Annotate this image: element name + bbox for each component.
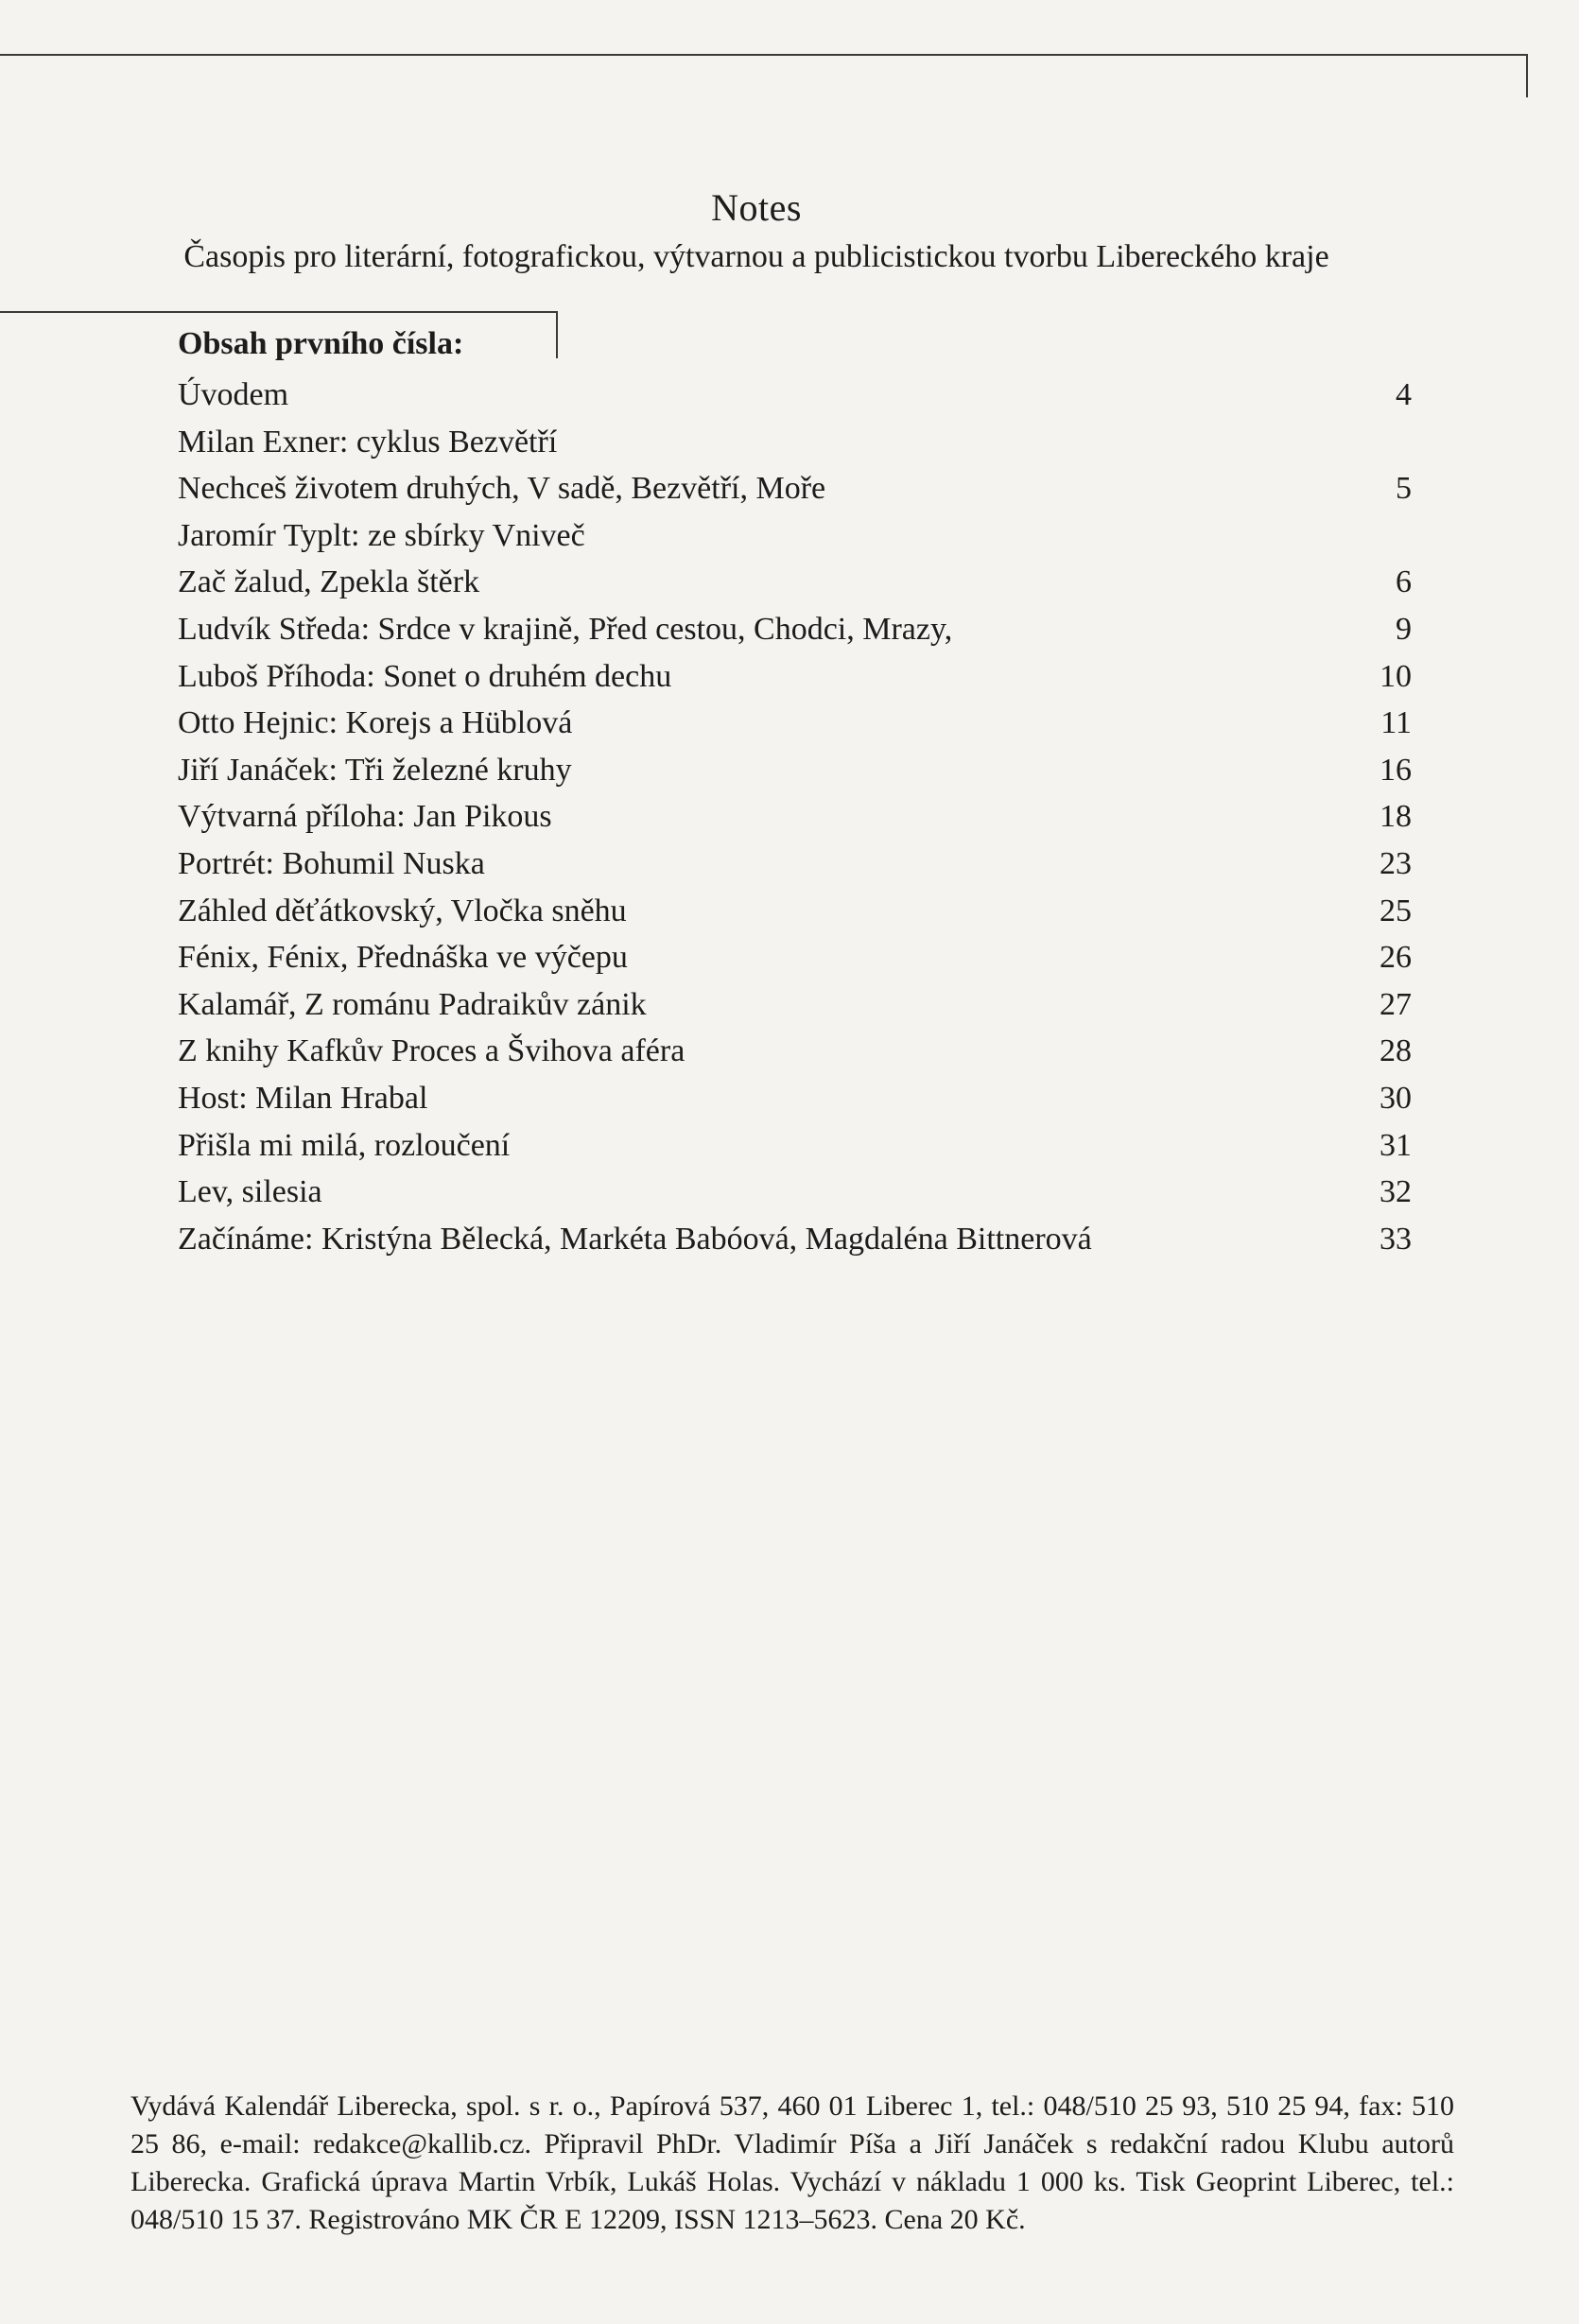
- toc-entry-title: Výtvarná příloha: Jan Pikous: [178, 799, 552, 835]
- toc-entry: [178, 1028, 1412, 1075]
- toc-entry: [178, 1169, 1412, 1216]
- toc-entry-page: 23: [1379, 845, 1412, 881]
- toc-entry-page: 4: [1396, 377, 1412, 412]
- toc-entry-title: Úvodem: [178, 377, 289, 412]
- toc-entry-page: 6: [1396, 564, 1412, 600]
- toc-entry-page: 5: [1396, 471, 1412, 507]
- toc-entry-page: 18: [1379, 799, 1412, 835]
- toc-divider-corner: [556, 311, 558, 358]
- toc-entry: [178, 559, 1412, 606]
- toc-entry-title: Milan Exner: cyklus Bezvětří: [178, 424, 558, 460]
- toc-entry-title: Host: Milan Hrabal: [178, 1080, 428, 1116]
- toc-entry-page: 31: [1379, 1127, 1412, 1163]
- toc-entry-page: 32: [1379, 1174, 1412, 1210]
- toc-entry-page: 28: [1379, 1033, 1412, 1069]
- toc-entry: [178, 841, 1412, 888]
- toc-entry-title: Kalamář, Z románu Padraikův zánik: [178, 986, 647, 1022]
- toc-heading: Obsah prvního čísla:: [178, 326, 464, 361]
- toc-entry: [178, 1075, 1412, 1122]
- toc-entry: [178, 465, 1412, 512]
- toc-entry-title: Luboš Příhoda: Sonet o druhém dechu: [178, 658, 672, 694]
- toc-entry-title: Z knihy Kafkův Proces a Švihova aféra: [178, 1033, 685, 1069]
- toc-entry-title: Přišla mi milá, rozloučení: [178, 1127, 511, 1163]
- toc-entry: [178, 747, 1412, 794]
- toc-entry: [178, 934, 1412, 981]
- toc-entry-page: 33: [1379, 1221, 1412, 1257]
- toc-entry-page: 25: [1379, 893, 1412, 928]
- toc-entry-page: 30: [1379, 1080, 1412, 1116]
- toc-entry-title: Fénix, Fénix, Přednáška ve výčepu: [178, 940, 628, 976]
- toc-entry-title: Lev, silesia: [178, 1174, 322, 1210]
- toc-entry: [178, 1122, 1412, 1170]
- table-of-contents: [178, 372, 1412, 1262]
- top-divider-line: [0, 54, 1528, 56]
- toc-entry-page: 9: [1396, 611, 1412, 647]
- toc-entry: [178, 793, 1412, 841]
- toc-entry-title: Jaromír Typlt: ze sbírky Vniveč: [178, 517, 585, 553]
- toc-entry-page: 11: [1380, 705, 1412, 741]
- toc-entry-page: 10: [1379, 658, 1412, 694]
- toc-entry-title: Zač žalud, Zpekla štěrk: [178, 564, 480, 600]
- toc-entry-title: Jiří Janáček: Tři železné kruhy: [178, 752, 572, 788]
- top-divider-corner: [1526, 54, 1528, 97]
- toc-entry-title: Ludvík Středa: Srdce v krajině, Před cestou, Chodci, Mrazy,: [178, 611, 953, 647]
- magazine-subtitle: Časopis pro literární, fotografickou, výtvarnou a publicistickou tvorbu Libereckého kraje: [183, 239, 1329, 274]
- toc-entry: [178, 653, 1412, 701]
- imprint-text: Vydává Kalendář Liberecka, spol. s r. o., Papírová 537, 460 01 Liberec 1, tel.: 048/510 25 93, 510 25 94, fax: 510 25 86, e-mail: redakce@kallib.cz. Připravil PhDr. Vladimír Píša a Jiří Janáček s redakční radou Klubu autorů Liberecka. Grafická úprava Martin Vrbík, Lukáš Holas. Vychází v nákladu 1 000 ks. Tisk Geoprint Liberec, tel.: 048/510 15 37. Registrováno MK ČR E 12209, ISSN 1213–5623. Cena 20 Kč.: [130, 2090, 1454, 2235]
- toc-entry: [178, 981, 1412, 1029]
- toc-entry-page: 26: [1379, 940, 1412, 976]
- toc-entry-title: Otto Hejnic: Korejs a Hüblová: [178, 705, 573, 741]
- toc-entry-title: Záhled děťátkovský, Vločka sněhu: [178, 893, 627, 928]
- toc-entry: [178, 888, 1412, 935]
- magazine-title: Notes: [711, 186, 802, 229]
- toc-entry-title: Začínáme: Kristýna Bělecká, Markéta Babóová, Magdaléna Bittnerová: [178, 1221, 1092, 1257]
- toc-entry-page: 16: [1379, 752, 1412, 788]
- toc-entry-title: Portrét: Bohumil Nuska: [178, 845, 485, 881]
- toc-divider-line: [0, 311, 558, 313]
- toc-entry: [178, 372, 1412, 419]
- toc-entry: [178, 1216, 1412, 1263]
- toc-entry: [178, 606, 1412, 653]
- toc-entry-page: 27: [1379, 986, 1412, 1022]
- toc-entry: [178, 700, 1412, 747]
- toc-entry: [178, 512, 1412, 560]
- toc-entry-title: Nechceš životem druhých, V sadě, Bezvětří, Moře: [178, 471, 826, 507]
- toc-entry: [178, 419, 1412, 466]
